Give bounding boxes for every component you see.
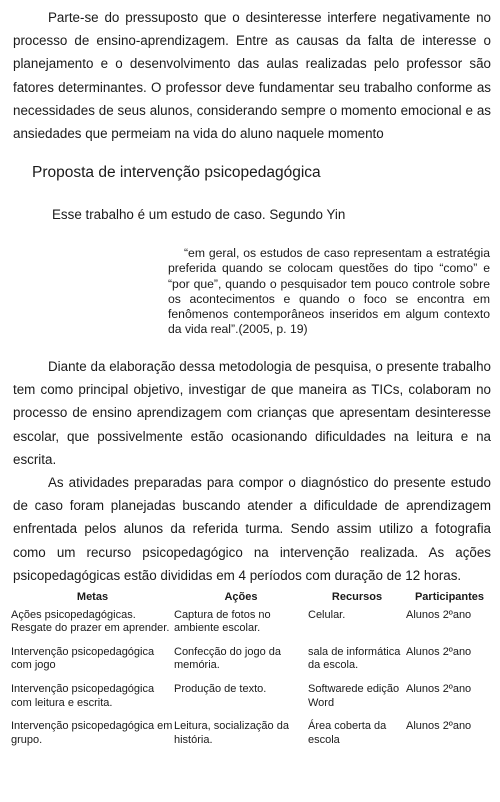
header-acoes: Ações — [224, 591, 258, 603]
cell-recursos: Softwarede edição Word — [308, 682, 400, 709]
section-heading: Proposta de intervenção psicopedagógica — [32, 164, 321, 181]
cell-acoes: Produção de texto. — [174, 682, 267, 695]
cell-metas: Intervenção psicopedagógica em grupo. — [11, 720, 173, 746]
cell-acoes: Confecção do jogo da memória. — [174, 645, 282, 672]
table-header-row — [11, 591, 493, 609]
header-recursos: Recursos — [331, 591, 383, 603]
cell-metas: Intervenção psicopedagógica com jogo — [11, 645, 155, 672]
cell-participantes: Alunos 2ºano — [406, 608, 472, 621]
block-quote — [168, 246, 490, 338]
cell-acoes: Captura de fotos no ambiente escolar. — [174, 608, 271, 635]
cell-recursos: Celular. — [308, 608, 346, 621]
cell-participantes: Alunos 2ºano — [406, 645, 472, 658]
paragraph-3: As atividades preparadas para compor o diagnóstico do presente estudo de caso foram planejadas buscando atender a dificuldade de aprendizagem enfrentada pelos alunos da referida turma. Sendo assim utilizo a fotografia como um recurso psicopedagógico na intervenção realizada. As ações psicopedagógicas estão divididas em 4 períodos com duração de 12 horas. — [13, 475, 491, 583]
intro-line: Esse trabalho é um estudo de caso. Segundo Yin — [52, 207, 346, 222]
paragraph-1: Parte-se do pressuposto que o desinteresse interfere negativamente no processo de ensino-aprendizagem. Entre as causas da falta de interesse o planejamento e o desenvolvimento das aulas realizadas pelo professor são fatores determinantes. O professor deve fundamentar seu trabalho conforme as necessidades de seus alunos, considerando sempre o momento emocional e as ansiedades que permeiam na vida do aluno naquele momento — [13, 10, 491, 142]
cell-metas: Intervenção psicopedagógica com leitura e escrita. — [11, 682, 155, 709]
quote-text: “em geral, os estudos de caso representam a estratégia preferida quando se colocam questões do tipo “como” e “por que”, quando o pesquisador tem pouco controle sobre os acontecimentos e quando o foco se encontra em fenômenos contemporâneos inseridos em algum contexto da vida real”.(2005, p. 19) — [168, 246, 490, 337]
header-participantes: Participantes — [414, 591, 485, 603]
paragraph-2: Diante da elaboração dessa metodologia de pesquisa, o presente trabalho tem como principal objetivo, investigar de que maneira as TICs, colaboram no processo de ensino aprendizagem com crianças que apresentam desinteresse escolar, que possivelmente estão ocasionando dificuldades na leitura e na escrita. — [13, 359, 491, 467]
cell-participantes: Alunos 2ºano — [406, 720, 472, 733]
table-row — [11, 609, 493, 646]
cell-metas: Ações psicopedagógicas. Resgate do prazer em aprender. — [11, 608, 170, 635]
header-metas: Metas — [76, 591, 109, 603]
table-row — [11, 646, 493, 683]
cell-participantes: Alunos 2ºano — [406, 682, 472, 695]
table-row — [11, 720, 493, 757]
table-row — [11, 683, 493, 720]
cell-recursos: Área coberta da escola — [308, 720, 387, 746]
cell-recursos: sala de informática da escola. — [308, 645, 401, 672]
cell-acoes: Leitura, socialização da história. — [174, 720, 289, 746]
activities-table — [11, 591, 493, 757]
